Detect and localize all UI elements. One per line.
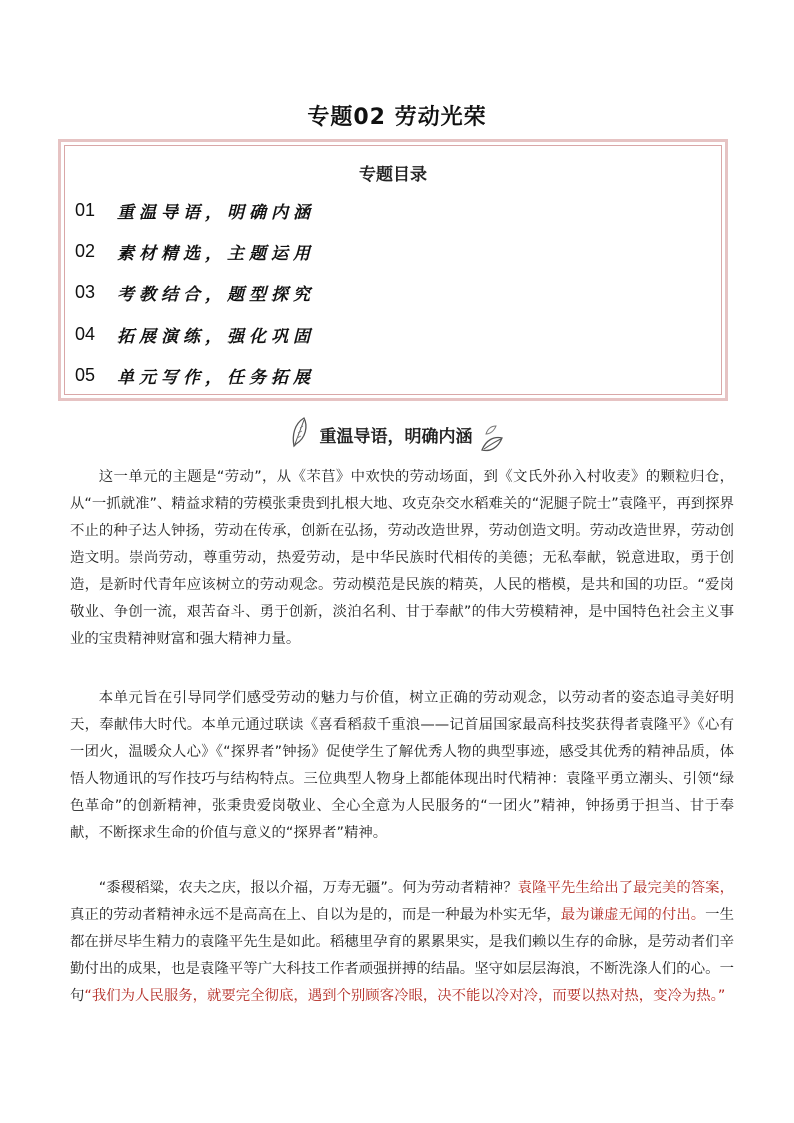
paragraph-text: 这一单元的主题是“劳动”，从《芣苢》中欢快的劳动场面，到《文氏外孙入村收麦》的颗粒归仓，从“一抓就准”、精益求精的劳模张秉贵到扎根大地、攻克杂交水稻难关的“泥腿子院士”袁隆平，再到探界不止的种子达人钟扬，劳动在传承，创新在弘扬，劳动改造世界，劳动创造文明。劳动改造世界，劳动创造文明。崇尚劳动，尊重劳动，热爱劳动，是中华民族时代相传的美德；无私奉献，锐意进取，勇于创造，是新时代青年应该树立的劳动观念。劳动模范是民族的精英，人民的楷模，是共和国的功臣。“爱岗敬业、争创一流，艰苦奋斗、勇于创新，淡泊名利、甘于奉献”的伟大劳模精神，是中国特色社会主义事业的宝贵精神财富和强大精神力量。 xyxy=(70,469,734,647)
toc-item-02 xyxy=(75,239,315,264)
toc-item-label: 拓展演练，强化巩固 xyxy=(117,327,315,347)
section-banner xyxy=(288,414,504,454)
paragraph-text: 一生都在拼尽毕生精力的袁隆平先生是如此。稻穗里孕育的累累果实，是我们赖以生存的命脉，是劳动者们辛勤付出的成果，也是袁隆平等广大科技工作者顽强拼搏的结晶。坚守如层层海浪，不断洗涤人们的心。一句 xyxy=(70,907,734,1004)
toc-item-label: 素材精选，主题运用 xyxy=(117,244,315,264)
toc-inner-border xyxy=(64,145,722,395)
leaf-decoration-icon xyxy=(478,422,504,456)
toc-item-number: 02 xyxy=(75,241,96,261)
intro-paragraph-2 xyxy=(70,685,734,847)
leaf-decoration-icon xyxy=(288,414,314,448)
toc-item-05 xyxy=(75,363,315,388)
page-title: 专题02 劳动光荣 xyxy=(307,105,487,130)
toc-item-label: 单元写作，任务拓展 xyxy=(117,368,315,388)
highlighted-text: 袁隆平先生给出了最完美的答案， xyxy=(517,880,734,896)
intro-paragraph-3 xyxy=(70,875,734,1010)
toc-item-label: 考教结合，题型探究 xyxy=(117,285,315,305)
paragraph-3 xyxy=(70,875,734,1010)
toc-item-number: 01 xyxy=(75,200,96,220)
toc-item-number: 05 xyxy=(75,365,96,385)
paragraph-text: 本单元旨在引导同学们感受劳动的魅力与价值，树立正确的劳动观念，以劳动者的姿态追寻美好明天，奉献伟大时代。本单元通过联读《喜看稻菽千重浪——记首届国家最高科技奖获得者袁隆平》《心有一团火，温暖众人心》《“探界者”钟扬》促使学生了解优秀人物的典型事迹，感受其优秀的精神品质，体悟人物通讯的写作技巧与结构特点。三位典型人物身上都能体现出时代精神：袁隆平勇立潮头、引领“绿色革命”的创新精神，张秉贵爱岗敬业、全心全意为人民服务的“一团火”精神，钟扬勇于担当、甘于奉献，不断探求生命的价值与意义的“探界者”精神。 xyxy=(70,690,734,841)
intro-paragraph-1 xyxy=(70,464,734,653)
toc-item-01 xyxy=(75,198,315,223)
toc-item-04 xyxy=(75,322,315,347)
toc-item-label: 重温导语，明确内涵 xyxy=(117,203,315,223)
toc-heading: 专题目录 xyxy=(359,165,427,185)
section-banner-title: 重温导语，明确内涵 xyxy=(319,426,473,447)
toc-item-number: 03 xyxy=(75,282,96,302)
highlighted-quote: “我们为人民服务，就要完全彻底，遇到个别顾客冷眼，决不能以冷对冷，而要以热对热，变冷为热。” xyxy=(84,988,726,1004)
toc-box xyxy=(58,139,728,401)
toc-item-number: 04 xyxy=(75,324,96,344)
highlighted-text: 最为谦虚无闻的付出。 xyxy=(560,907,706,923)
toc-item-03 xyxy=(75,280,315,305)
paragraph-text: 真正的劳动者精神永远不是高高在上、自以为是的，而是一种最为朴实无华， xyxy=(70,907,561,923)
paragraph-text: “黍稷稻粱，农夫之庆，报以介福，万寿无疆”。何为劳动者精神？ xyxy=(98,880,518,896)
